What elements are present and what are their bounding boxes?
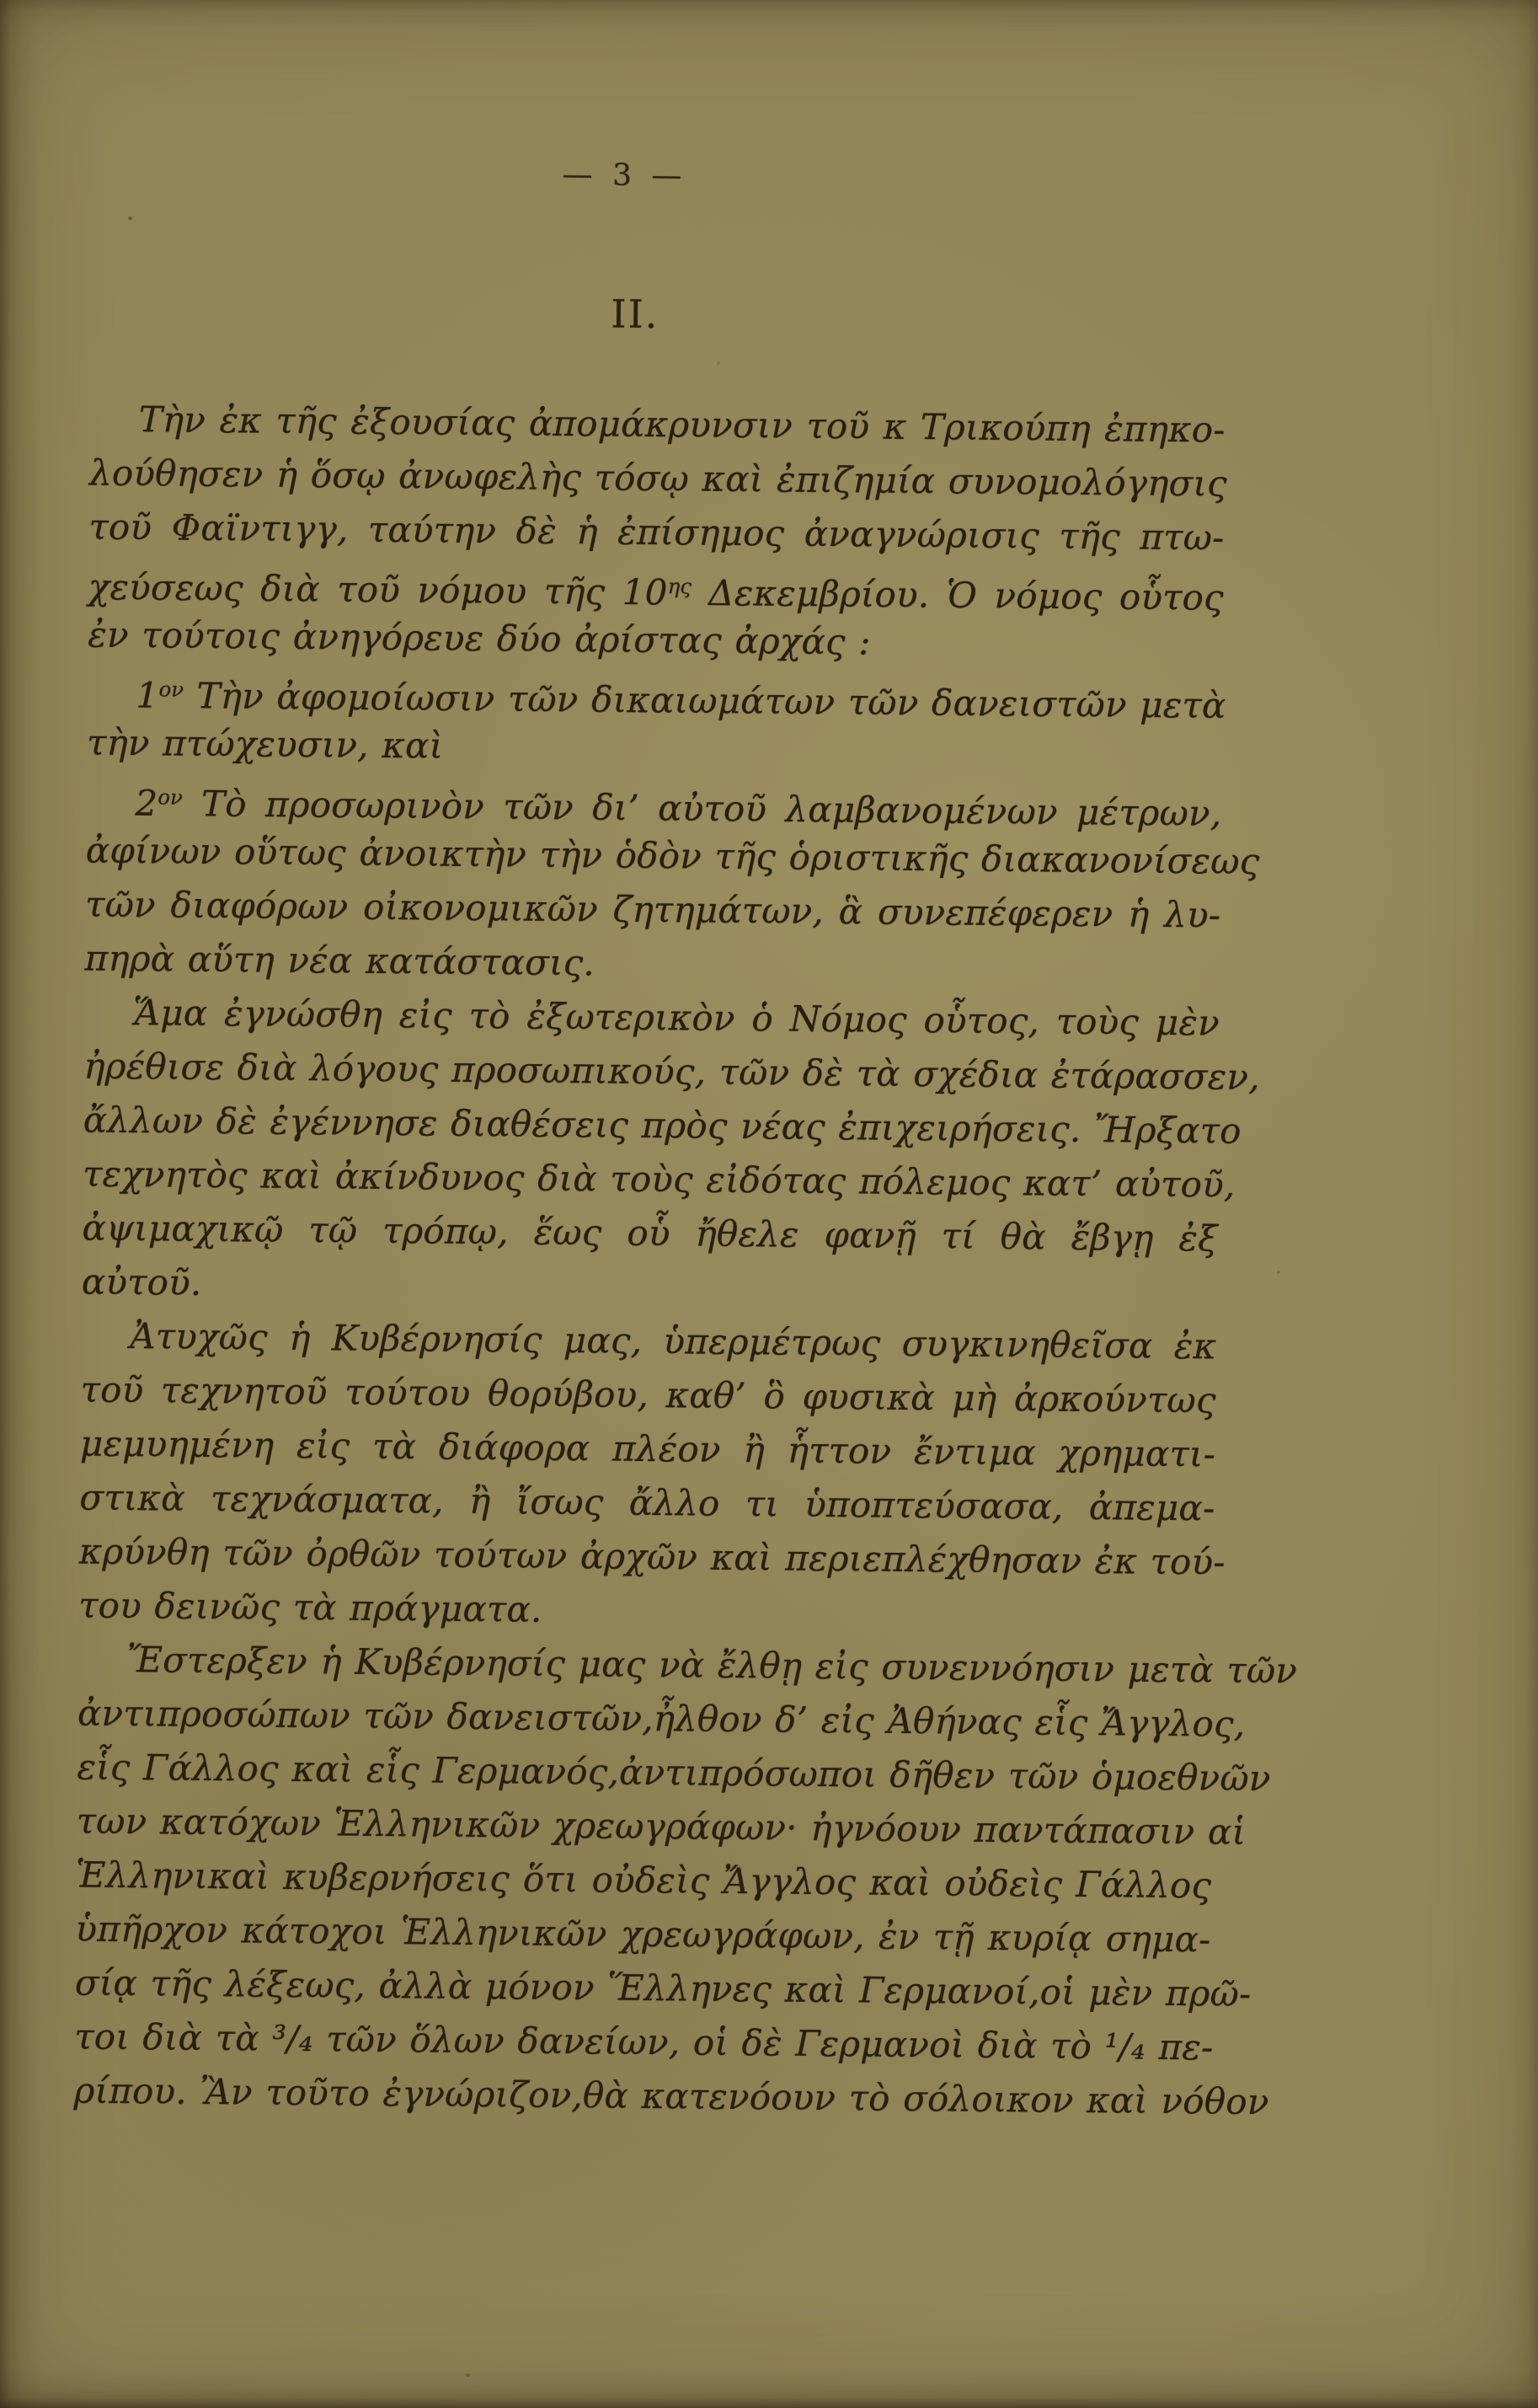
- line-text: 2: [135, 782, 158, 824]
- line-text: λούθησεν ἡ ὅσῳ ἀνωφελὴς τόσῳ καὶ ἐπιζημία συνομολόγησις: [88, 452, 1228, 505]
- line-text: ὑπῆρχον κάτοχοι Ἑλληνικῶν χρεωγράφων, ἐν τῇ κυρίᾳ σημα-: [75, 1908, 1211, 1961]
- line-text: ἀψιμαχικῷ τῷ τρόπῳ, ἕως οὗ ἤθελε φανῇ τί θὰ ἔβγῃ ἐξ: [82, 1207, 1218, 1260]
- line-text: Τὸ προσωρινὸν τῶν δι’ αὐτοῦ λαμβανομένων μέτρων,: [182, 783, 1222, 834]
- line-text: των κατόχων Ἑλληνικῶν χρεωγράφων· ἠγνόουν παντάπασιν αἱ: [76, 1800, 1247, 1853]
- line-text: ρίπου. Ἂν τοῦτο ἐγνώριζον,θὰ κατενόουν τὸ σόλοικον καὶ νόθον: [73, 2069, 1269, 2123]
- line-text: ἀντιπροσώπων τῶν δανειστῶν,ἦλθον δ’ εἰς Ἀθήνας εἷς Ἄγγλος,: [77, 1692, 1246, 1745]
- line-text: χεύσεως διὰ τοῦ νόμου τῆς 10: [88, 565, 668, 613]
- line-text: τὴν πτώχευσιν, καὶ: [86, 721, 444, 767]
- line-text: τοῦ τεχνητοῦ τούτου θορύβου, καθ’ ὃ φυσικὰ μὴ ἀρκούντως: [80, 1368, 1216, 1421]
- line-text: τῶν διαφόρων οἰκονομικῶν ζητημάτων, ἃ συνεπέφερεν ἡ λυ-: [84, 883, 1221, 936]
- page-content: [73, 153, 1298, 2129]
- line-text: Ἅμα ἐγνώσθη εἰς τὸ ἐξωτερικὸν ὁ Νόμος οὗτος, τοὺς μὲν: [132, 992, 1220, 1044]
- text-line: [82, 1201, 1218, 1266]
- superscript-text: ον: [158, 784, 183, 810]
- line-text: στικὰ τεχνάσματα, ἢ ἴσως ἄλλο τι ὑποπτεύσασα, ἀπεμα-: [79, 1476, 1215, 1529]
- line-text: αὐτοῦ.: [81, 1260, 202, 1303]
- line-text: ἐν τούτοις ἀνηγόρευε δύο ἀρίστας ἀρχάς :: [88, 613, 871, 663]
- line-text: Τὴν ἐκ τῆς ἐξουσίας ἀπομάκρυνσιν τοῦ κ Τρικούπη ἐπηκο-: [138, 399, 1226, 451]
- line-text: ἄλλων δὲ ἐγέννησε διαθέσεις πρὸς νέας ἐπιχειρήσεις. Ἤρξατο: [83, 1099, 1242, 1152]
- line-text: τοι διὰ τὰ ³/₄ τῶν ὅλων δανείων, οἱ δὲ Γερμανοὶ διὰ τὸ ¹/₄ πε-: [74, 2015, 1214, 2068]
- line-text: ἠρέθισε διὰ λόγους προσωπικούς, τῶν δὲ τὰ σχέδια ἐτάρασσεν,: [83, 1045, 1260, 1098]
- superscript-text: ης: [667, 574, 692, 599]
- line-text: σίᾳ τῆς λέξεως, ἀλλὰ μόνον Ἕλληνες καὶ Γερμανοί,οἱ μὲν πρῶ-: [74, 1961, 1252, 2015]
- line-text: τοῦ Φαϊντιγγ, ταύτην δὲ ἡ ἐπίσημος ἀναγνώρισις τῆς πτω-: [88, 506, 1225, 559]
- line-text: κρύνθη τῶν ὀρθῶν τούτων ἀρχῶν καὶ περιεπλέχθησαν ἐκ τού-: [78, 1530, 1226, 1583]
- paper-speck: [1277, 1271, 1280, 1274]
- line-text: τεχνητὸς καὶ ἀκίνδυνος διὰ τοὺς εἰδότας πόλεμος κατ’ αὐτοῦ,: [82, 1153, 1236, 1206]
- body-text: [73, 393, 1298, 2129]
- line-text: Δεκεμβρίου. Ὁ νόμος οὗτος: [691, 571, 1224, 618]
- line-text: Ἑλληνικαὶ κυβερνήσεις ὅτι οὐδεὶς Ἄγγλος καὶ οὐδεὶς Γάλλος: [75, 1854, 1212, 1907]
- page-number: — 3 —: [562, 157, 687, 194]
- section-heading: II.: [611, 291, 660, 338]
- line-text: του δεινῶς τὰ πράγματα.: [77, 1584, 542, 1630]
- line-text: 1: [136, 674, 159, 716]
- line-text: Τὴν ἀφομοίωσιν τῶν δικαιωμάτων τῶν δανειστῶν μετὰ: [183, 675, 1226, 726]
- text-line: [73, 2063, 1269, 2128]
- line-text: Ἀτυχῶς ἡ Κυβέρνησίς μας, ὑπερμέτρως συγκινηθεῖσα ἐκ: [130, 1315, 1217, 1367]
- superscript-text: ον: [158, 677, 184, 702]
- page-edge-shadow-bottom: [0, 2369, 1538, 2408]
- page-edge-shadow-top: [0, 0, 1538, 29]
- paper-speck: [466, 2373, 470, 2377]
- line-text: ἀφίνων οὕτως ἀνοικτὴν τὴν ὁδὸν τῆς ὁριστικῆς διακανονίσεως: [85, 829, 1260, 882]
- line-text: πηρὰ αὕτη νέα κατάστασις.: [84, 937, 595, 984]
- line-text: εἷς Γάλλος καὶ εἷς Γερμανός,ἀντιπρόσωποι δῆθεν τῶν ὁμοεθνῶν: [77, 1746, 1271, 1800]
- page-edge-shadow-left: [0, 0, 40, 2408]
- line-text: Ἔστερξεν ἡ Κυβέρνησίς μας νὰ ἔλθῃ εἰς συνεννόησιν μετὰ τῶν: [126, 1639, 1298, 1692]
- line-text: μεμυημένη εἰς τὰ διάφορα πλέον ἢ ἧττον ἔντιμα χρηματι-: [79, 1422, 1216, 1475]
- page-edge-shadow-right: [1513, 0, 1538, 2408]
